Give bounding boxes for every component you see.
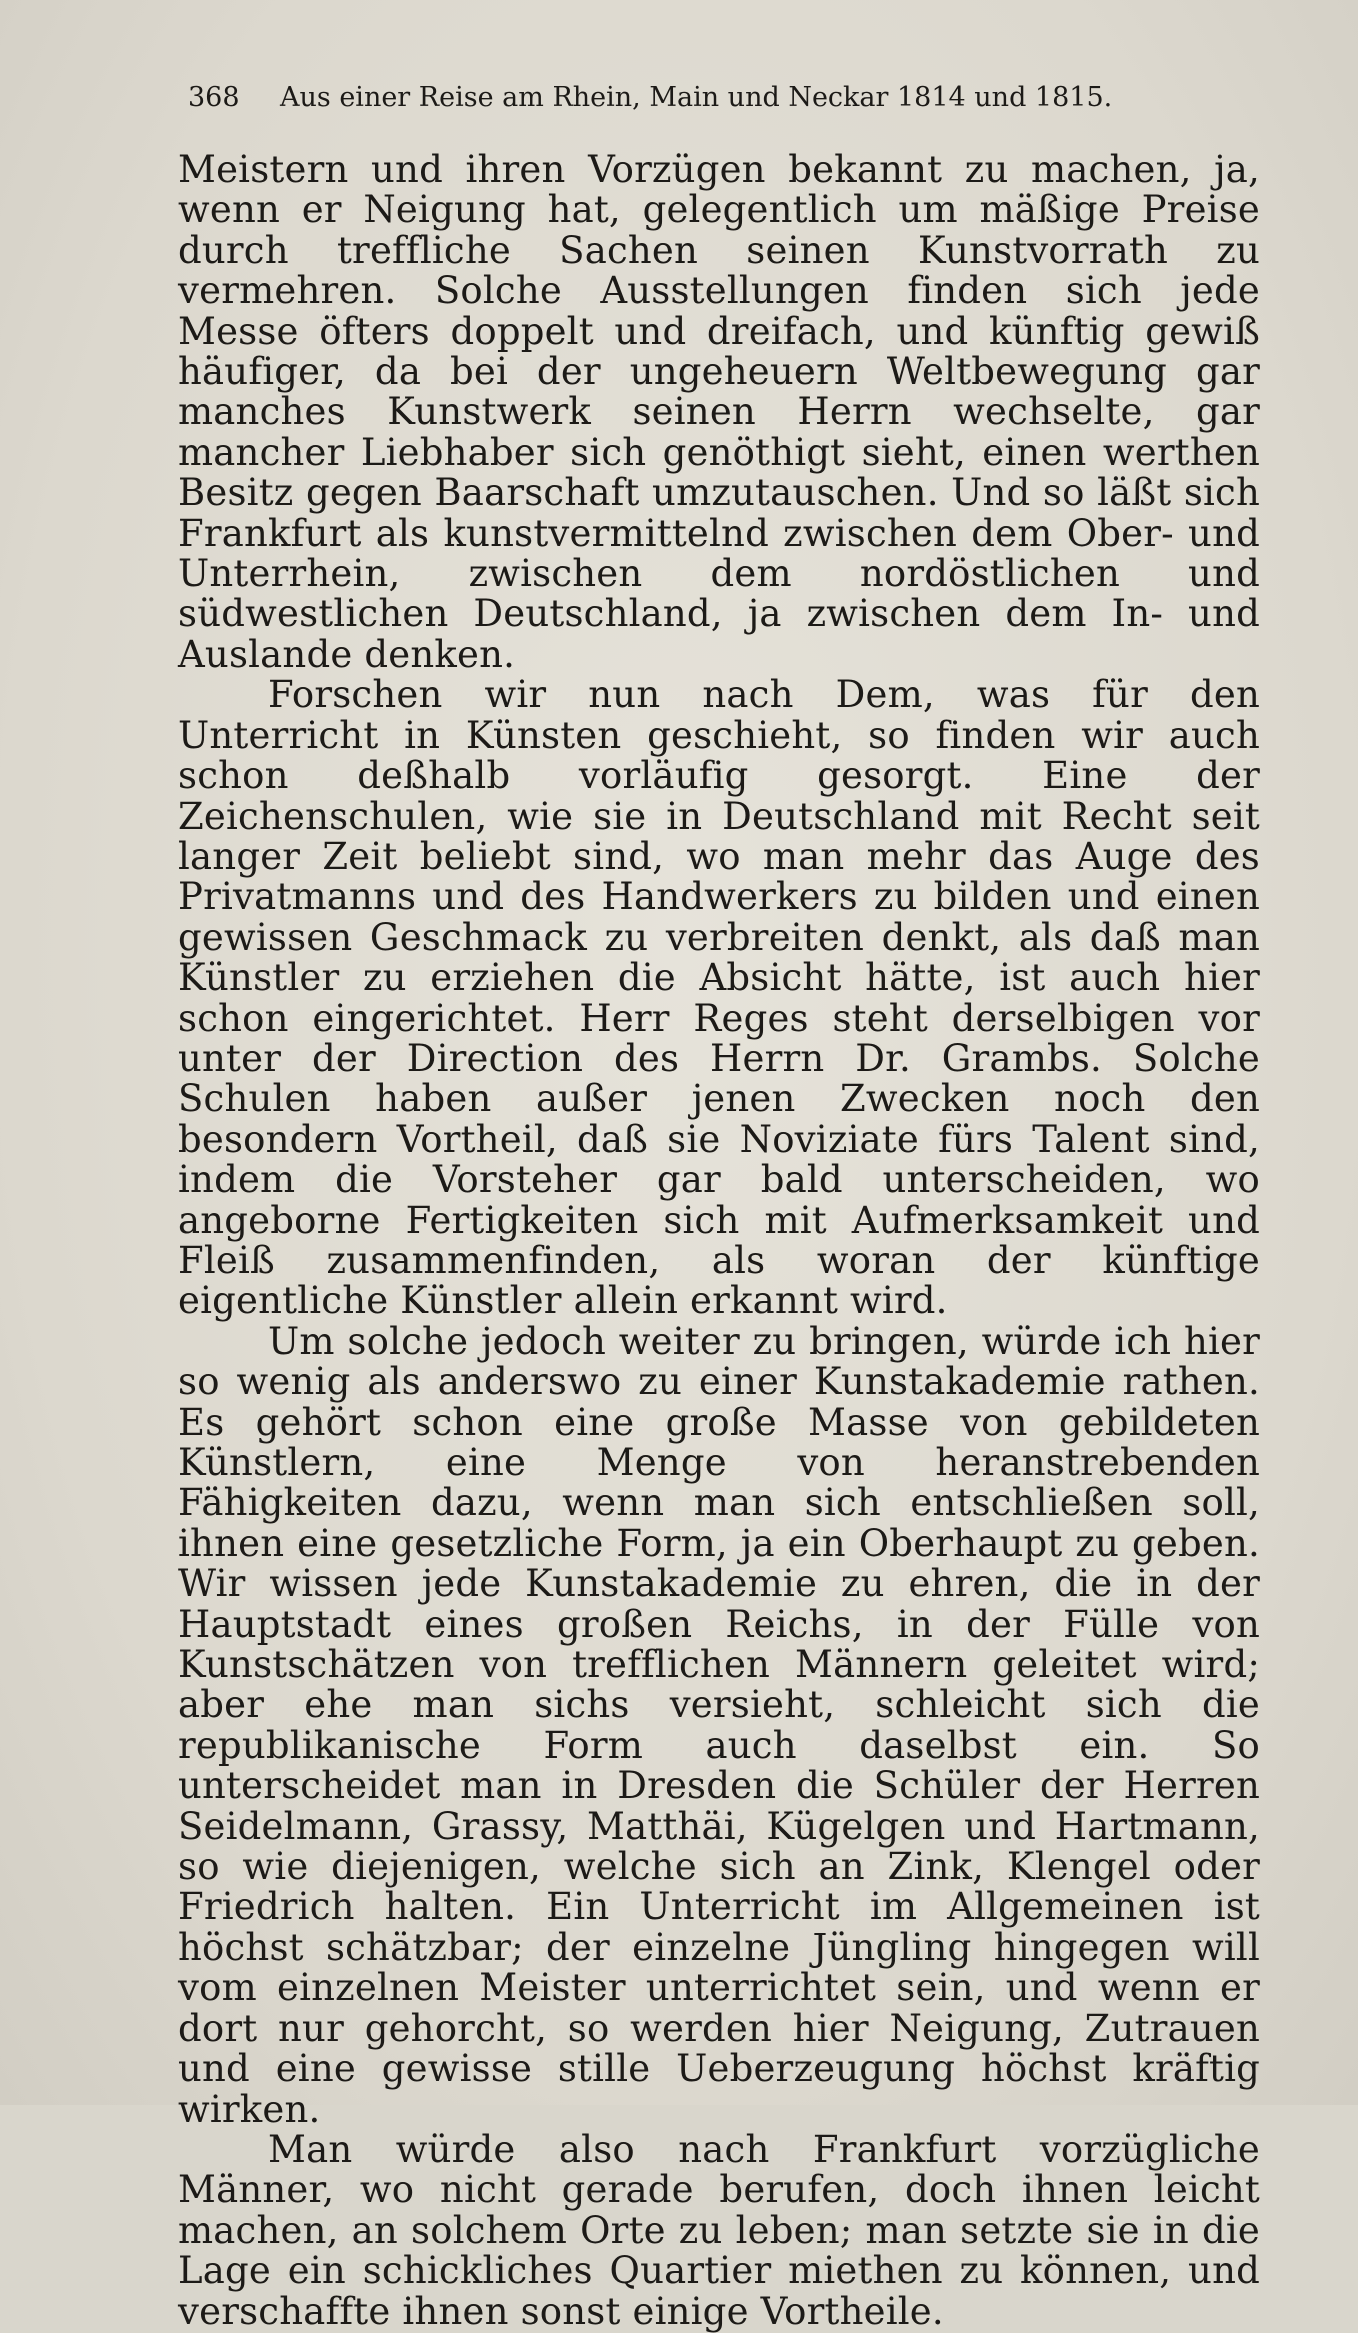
page-header — [188, 78, 1188, 118]
paragraph-1: Meistern und ihren Vorzügen bekannt zu machen, ja, wenn er Neigung hat, gelegentlich um mäßige Preise durch treffliche Sachen seinen Kunstvorrath zu vermehren. Solche Ausstellungen finden sich jede Messe öfters doppelt und dreifach, und künftig gewiß häufiger, da bei der ungeheuern Weltbewegung gar manches Kunstwerk seinen Herrn wechselte, gar mancher Liebhaber sich genöthigt sieht, einen werthen Besitz gegen Baarschaft umzutauschen. Und so läßt sich Frankfurt als kunstvermittelnd zwischen dem Ober- und Unterrhein, zwischen dem nordöstlichen und südwestlichen Deutschland, ja zwischen dem In- und Auslande denken. — [178, 148, 1260, 676]
body-text — [178, 150, 1260, 2332]
paragraph-2: Forschen wir nun nach Dem, was für den Unterricht in Künsten geschieht, so finden wir auch schon deßhalb vorläufig gesorgt. Eine der Zeichenschulen, wie sie in Deutschland mit Recht seit langer Zeit beliebt sind, wo man mehr das Auge des Privatmanns und des Handwerkers zu bilden und einen gewissen Geschmack zu verbreiten denkt, als daß man Künstler zu erziehen die Absicht hätte, ist auch hier schon eingerichtet. Herr Reges steht derselbigen vor unter der Direction des Herrn Dr. Grambs. Solche Schulen haben außer jenen Zwecken noch den besondern Vortheil, daß sie Noviziate fürs Talent sind, indem die Vorsteher gar bald unterscheiden, wo angeborne Fertigkeiten sich mit Aufmerksamkeit und Fleiß zusammenfinden, als woran der künftige eigentliche Künstler allein erkannt wird. — [178, 673, 1260, 1323]
paragraph-3: Um solche jedoch weiter zu bringen, würde ich hier so wenig als anderswo zu einer Kunstakademie rathen. Es gehört schon eine große Masse von gebildeten Künstlern, eine Menge von heranstrebenden Fähigkeiten dazu, wenn man sich entschließen soll, ihnen eine gesetzliche Form, ja ein Oberhaupt zu geben. Wir wissen jede Kunstakademie zu ehren, die in der Hauptstadt eines großen Reichs, in der Fülle von Kunstschätzen von trefflichen Männern geleitet wird; aber ehe man sichs versieht, schleicht sich die republikanische Form auch daselbst ein. So unterscheidet man in Dresden die Schüler der Herren Seidelmann, Grassy, Matthäi, Kügelgen und Hartmann, so wie diejenigen, welche sich an Zink, Klengel oder Friedrich halten. Ein Unterricht im Allgemeinen ist höchst schätzbar; der einzelne Jüngling hingegen will vom einzelnen Meister unterrichtet sein, und wenn er dort nur gehorcht, so werden hier Neigung, Zutrauen und eine gewisse stille Ueberzeugung höchst kräftig wirken. — [178, 1319, 1260, 2131]
page-number: 368 — [188, 82, 240, 113]
paragraph-4: Man würde also nach Frankfurt vorzügliche Männer, wo nicht gerade berufen, doch ihnen leicht machen, an solchem Orte zu leben; man setzte sie in die Lage ein schickliches Quartier miethen zu können, und verschaffte ihnen sonst einige Vortheile. — [178, 2127, 1260, 2333]
running-title: Aus einer Reise am Rhein, Main und Neckar 1814 und 1815. — [280, 82, 1113, 113]
